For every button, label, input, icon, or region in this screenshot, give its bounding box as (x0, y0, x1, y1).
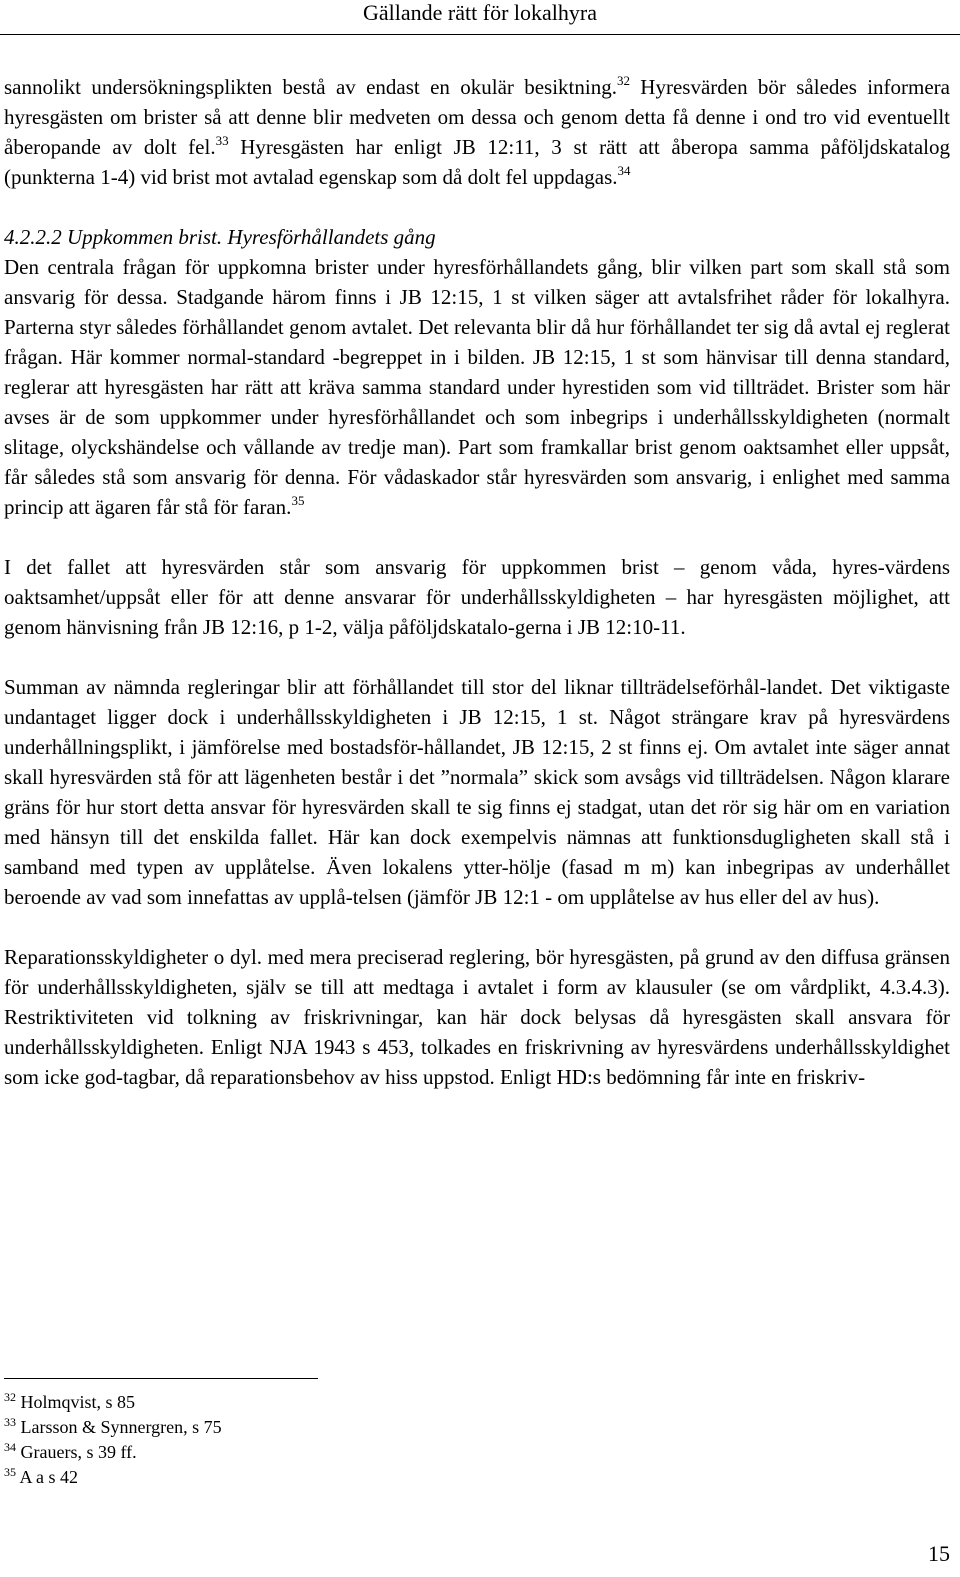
paragraph-1-text-c: Hyresgästen har enligt JB 12:11, 3 st rätt att åberopa samma påföljdskatalog (punkterna 1-4) vid brist mot avtalad egenskap som då dolt fel uppdagas. (4, 135, 950, 189)
footnote-text: A a s 42 (19, 1467, 79, 1487)
paragraph-2-text: Den centrala frågan för uppkomna brister under hyresförhållandets gång, blir vilken part som skall stå som ansvarig för dessa. Stadgande härom finns i JB 12:15, 1 st vilken säger att avtalsfrihet råder för lokalhyra. Parterna styr således förhållandet genom avtalet. Det relevanta blir då hur förhållandet ter sig då avtal ej reglerat frågan. Här kommer normal-standard -begreppet in i bilden. JB 12:15, 1 st som hänvisar till denna standard, reglerar att hyresgästen har rätt att kräva samma standard under hyrestiden som vid tillträdet. Brister som här avses är de som uppkommer under hyresförhållandet och som inbegrips i underhållsskyldigheten (normalt slitage, olyckshändelse och vållande av tredje man). Part som framkallar brist genom oaktsamhet eller uppsåt, får således stå som ansvarig för denna. För vådaskador står hyresvärden som ansvarig, i enlighet med samma princip att ägaren får stå för faran. (4, 255, 950, 519)
footnote-ref-34[interactable]: 34 (617, 163, 631, 178)
paragraph-2 (4, 252, 950, 522)
section-heading: 4.2.2.2 Uppkommen brist. Hyresförhållandets gång (4, 225, 436, 249)
footnote-number: 33 (4, 1415, 16, 1429)
page-header (0, 0, 960, 35)
paragraph-1 (4, 72, 950, 192)
footnote-ref-35[interactable]: 35 (291, 493, 305, 508)
paragraph-4: Summan av nämnda regleringar blir att förhållandet till stor del liknar tillträdelseförhål-landet. Det viktigaste undantaget ligger dock i underhållsskyldigheten i JB 12:15, 1 st. Något strängare krav på hyresvärdens underhållningsplikt, i jämförelse med bostadsför-hållandet, JB 12:15, 2 st finns ej. Om avtalet inte säger annat skall hyresvärden stå för att lägenheten består i det ”normala” skick som avsågs vid tillträdelsen. Någon klarare gräns för hur stort detta ansvar för hyresvärden skall te sig finns ej stadgat, utan det rör sig här om en variation med hänsyn till det enskilda fallet. Här kan dock exempelvis nämnas att funktionsdugligheten skall stå i samband med typen av upplåtelse. Även lokalens ytter-hölje (fasad m m) kan inbegripas av underhållet beroende av vad som innefattas av upplå-telsen (jämför JB 12:1 - om upplåtelse av hus eller del av hus). (4, 675, 950, 909)
footnote-separator (4, 1378, 318, 1379)
footnote-number: 34 (4, 1440, 16, 1454)
paragraph-5: Reparationsskyldigheter o dyl. med mera preciserad reglering, bör hyresgästen, på grund av den diffusa gränsen för underhållsskyldigheten, själv se till att medtaga i avtalet i form av klausuler (se om vårdplikt, 4.3.4.3). Restriktiviteten vid tolkning av friskrivningar, kan här dock belysas då hyresgästen skall ansvara för underhållsskyldigheten. Enligt NJA 1943 s 453, tolkades en friskrivning av hyresvärdens underhållsskyldighet som icke god-tagbar, då reparationsbehov av hiss uppstod. Enligt HD:s bedömning får inte en friskriv- (4, 945, 950, 1089)
page-number: 15 (928, 1541, 950, 1566)
footnote-32 (4, 1390, 604, 1415)
footnotes (4, 1390, 604, 1490)
footnote-34 (4, 1440, 604, 1465)
footnote-33 (4, 1415, 604, 1440)
paragraph-3: I det fallet att hyresvärden står som ansvarig för uppkommen brist – genom våda, hyres-värdens oaktsamhet/uppsåt eller för att denne ansvarar för underhållsskyldigheten – har hyresgästen möjlighet, att genom hänvisning från JB 12:16, p 1-2, välja påföljdskatalo-gerna i JB 12:10-11. (4, 555, 950, 639)
footnote-number: 35 (4, 1465, 16, 1479)
footnote-ref-32[interactable]: 32 (616, 73, 630, 88)
footnote-text: Holmqvist, s 85 (20, 1392, 136, 1412)
paragraph-1-text-a: sannolikt undersökningsplikten bestå av endast en okulär besiktning. (4, 75, 617, 99)
body-text (4, 72, 950, 1092)
paragraph-1-text-b: Hyresvärden bör således informera hyresgästen om brister så att denne blir medveten om dessa och genom detta få denne i ond tro vid eventuellt åberopande av dolt fel. (4, 75, 950, 159)
footnote-text: Larsson & Synnergren, s 75 (20, 1417, 222, 1437)
footnote-number: 32 (4, 1390, 16, 1404)
header-title: Gällande rätt för lokalhyra (363, 0, 597, 25)
footnote-text: Grauers, s 39 ff. (20, 1442, 137, 1462)
footnote-35 (4, 1465, 604, 1490)
footnote-ref-33[interactable]: 33 (215, 133, 229, 148)
